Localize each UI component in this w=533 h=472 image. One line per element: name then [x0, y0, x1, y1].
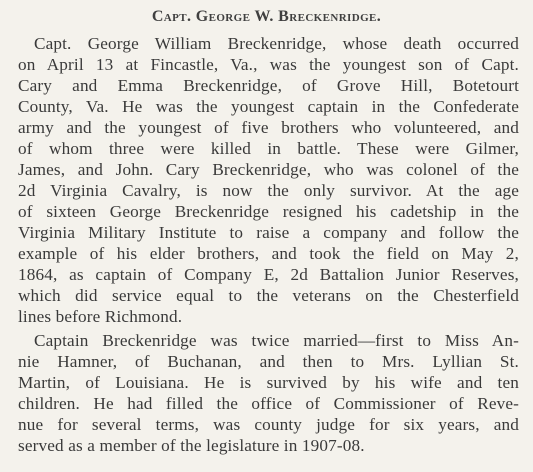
text-line: Captain Breckenridge was twice married—first to Miss An-: [34, 331, 519, 350]
text-line: of whom three were killed in battle. These were Gilmer,: [18, 139, 519, 158]
text-line: 2d Virginia Cavalry, is now the only survivor. At the age: [18, 181, 519, 200]
text-line: Capt. George William Breckenridge, whose death occurred: [34, 34, 519, 53]
text-line: 1864, as captain of Company E, 2d Battalion Junior Reserves,: [18, 265, 519, 284]
text-line: children. He had filled the office of Commissioner of Reve-: [18, 394, 519, 413]
text-line: County, Va. He was the youngest captain in the Confederate: [18, 97, 519, 116]
text-line: on April 13 at Fincastle, Va., was the youngest son of Capt.: [18, 55, 519, 74]
text-line: served as a member of the legislature in 1907-08.: [18, 436, 365, 455]
text-line: Cary and Emma Breckenridge, of Grove Hill, Botetourt: [18, 76, 519, 95]
text-line: nue for several terms, was county judge for six years, and: [18, 415, 519, 434]
text-line: nie Hamner, of Buchanan, and then to Mrs. Lyllian St.: [18, 352, 519, 371]
text-line: lines before Richmond.: [18, 307, 183, 326]
text-line: example of his elder brothers, and took the field on May 2,: [18, 244, 519, 263]
text-line: of sixteen George Breckenridge resigned his cadetship in the: [18, 202, 519, 221]
text-line: James, and John. Cary Breckenridge, who was colonel of the: [18, 160, 519, 179]
text-line: Virginia Military Institute to raise a company and follow the: [18, 223, 519, 242]
article-title: Capt. George W. Breckenridge.: [151, 8, 382, 25]
text-line: army and the youngest of five brothers who volunteered, and: [18, 118, 519, 137]
text-line: which did service equal to the veterans on the Chesterfield: [18, 286, 519, 305]
text-line: Martin, of Louisiana. He is survived by his wife and ten: [18, 373, 519, 392]
